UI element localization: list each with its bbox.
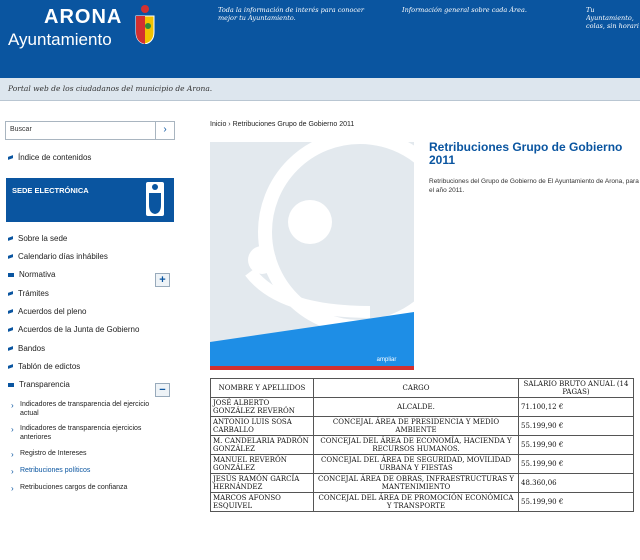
sidebar-item-tramites[interactable] (8, 289, 49, 298)
cell-nombre: M. CANDELARIA PADRÓN GONZÁLEZ (211, 436, 314, 455)
sub-item-registro-intereses[interactable] (11, 449, 87, 459)
promo-ayuntamiento[interactable]: Toda la información de interés para conocer mejor tu Ayuntamiento. (218, 6, 364, 22)
article-image (210, 142, 414, 370)
bullet-icon (8, 346, 13, 351)
chevron-right-icon: › (11, 401, 14, 410)
chevron-right-icon: › (11, 467, 14, 476)
sidebar-item-bandos[interactable] (8, 344, 45, 353)
table-row (211, 398, 634, 417)
chevron-right-icon: › (11, 484, 14, 493)
search-go-button[interactable]: › (155, 122, 174, 139)
cell-nombre: MARCOS AFONSO ESQUIVEL (211, 493, 314, 512)
sidebar-item-calendario[interactable] (8, 252, 108, 261)
cell-nombre: MANUEL REVERÓN GONZÁLEZ (211, 455, 314, 474)
cell-cargo: CONCEJAL ÁREA DE PRESIDENCIA Y MEDIO AMBIENTE (314, 417, 519, 436)
header-cargo: CARGO (314, 379, 519, 398)
cell-cargo: CONCEJAL DEL ÁREA DE ECONOMÍA, HACIENDA Y RECURSOS HUMANOS. (314, 436, 519, 455)
sidebar-item-label: Trámites (18, 289, 49, 298)
sede-shield-icon (146, 182, 164, 216)
cell-cargo: CONCEJAL DEL ÁREA DE SEGURIDAD, MOVILIDAD URBANA Y FIESTAS (314, 455, 519, 474)
table-row (211, 455, 634, 474)
search-label: Buscar (10, 126, 32, 133)
chevron-right-icon: › (11, 450, 14, 459)
sub-item-label: Retribuciones políticos (20, 467, 91, 474)
sidebar-item-label: Calendario días inhábiles (18, 252, 108, 261)
cell-nombre: JOSÉ ALBERTO GONZÁLEZ REVERÓN (211, 398, 314, 417)
site-tagline: Portal web de los ciudadanos del municipio de Arona. (8, 84, 213, 93)
bullet-icon (8, 236, 13, 241)
bullet-icon (8, 364, 13, 369)
tagline-bar (0, 78, 640, 101)
cell-cargo: ALCALDE. (314, 398, 519, 417)
sidebar-item-acuerdos-pleno[interactable] (8, 307, 87, 316)
search-input[interactable] (5, 121, 175, 140)
bullet-icon (8, 383, 14, 387)
bullet-icon (8, 291, 13, 296)
sub-item-label: Indicadores de transparencia del ejercicio actual (20, 401, 150, 417)
sede-label: SEDE ELECTRÓNICA (12, 186, 89, 195)
page-description: Retribuciones del Grupo de Gobierno de El Ayuntamiento de Arona, para el año 2011. (429, 178, 639, 194)
sidebar-item-label: Sobre la sede (18, 234, 68, 243)
page-title: Retribuciones Grupo de Gobierno 2011 (429, 140, 623, 167)
breadcrumb (210, 121, 354, 128)
cell-nombre: ANTONIO LUIS SOSA CARBALLO (211, 417, 314, 436)
ampliar-label: ampliar (376, 357, 397, 363)
header-salario: SALARIO BRUTO ANUAL (14 PAGAS) (519, 379, 634, 398)
cell-cargo: CONCEJAL DEL ÁREA DE PROMOCIÓN ECONÓMICA Y TRANSPORTE (314, 493, 519, 512)
header-nombre: NOMBRE Y APELLIDOS (211, 379, 314, 398)
image-placeholder-graphic (210, 142, 414, 370)
sub-item-label: Retribuciones cargos de confianza (20, 484, 128, 491)
breadcrumb-current: Retribuciones Grupo de Gobierno 2011 (232, 121, 355, 128)
cell-salario: 71.100,12 € (519, 398, 634, 417)
cell-salario: 55.199,90 € (519, 455, 634, 474)
sidebar-item-label: Tablón de edictos (18, 362, 81, 371)
cell-salario: 55.199,90 € (519, 417, 634, 436)
breadcrumb-separator: › (228, 121, 231, 128)
sub-item-retribuciones-politicos[interactable] (11, 466, 91, 476)
sub-item-indicadores-anteriores[interactable] (11, 424, 155, 442)
sidebar-item-sobre-la-sede[interactable] (8, 234, 67, 243)
sidebar-item-transparencia[interactable] (8, 380, 70, 389)
index-link-label: Índice de contenidos (18, 153, 92, 162)
breadcrumb-home[interactable]: Inicio (210, 121, 227, 128)
collapse-transparencia-button[interactable]: − (155, 383, 170, 397)
promo-tramites[interactable]: Tu Ayuntamiento, colas, sin horari (586, 6, 639, 30)
index-link[interactable] (8, 153, 91, 162)
cell-nombre: JESÚS RAMÓN GARCÍA HERNÁNDEZ (211, 474, 314, 493)
chevron-right-icon: › (11, 425, 14, 434)
sidebar-item-normativa[interactable] (8, 270, 55, 279)
table-row (211, 493, 634, 512)
sidebar-item-acuerdos-junta[interactable] (8, 325, 139, 334)
sub-item-retribuciones-confianza[interactable] (11, 483, 128, 493)
bullet-icon (8, 254, 13, 259)
sub-item-indicadores-actual[interactable] (11, 400, 155, 418)
logo-arona-text: ARONA (44, 6, 123, 28)
promo-areas[interactable]: Información general sobre cada Área. (402, 6, 527, 14)
table-row (211, 474, 634, 493)
coat-of-arms-icon (134, 4, 156, 44)
table-header-row (211, 379, 634, 398)
table-row (211, 417, 634, 436)
cell-cargo: CONCEJAL ÁREA DE OBRAS, INFRAESTRUCTURAS Y MANTENIMIENTO (314, 474, 519, 493)
sidebar-item-label: Bandos (18, 344, 46, 353)
cell-salario: 55.199,90 € (519, 493, 634, 512)
sub-item-label: Registro de Intereses (20, 450, 87, 457)
sidebar-item-tablon-edictos[interactable] (8, 362, 80, 371)
sidebar-item-label: Acuerdos de la Junta de Gobierno (18, 325, 140, 334)
expand-normativa-button[interactable]: + (155, 273, 170, 287)
sede-electronica-banner[interactable] (6, 178, 174, 222)
ampliar-button[interactable] (370, 346, 403, 366)
sidebar (0, 100, 200, 560)
bullet-icon (8, 155, 13, 160)
sidebar-item-label: Acuerdos del pleno (18, 307, 87, 316)
image-bottom-bar (210, 366, 414, 370)
table-row (211, 436, 634, 455)
cell-salario: 55.199,90 € (519, 436, 634, 455)
bullet-icon (8, 309, 13, 314)
bullet-icon (8, 327, 13, 332)
bullet-icon (8, 273, 14, 277)
logo-ayuntamiento-text: Ayuntamiento (8, 30, 112, 49)
cell-salario: 48.360,06 (519, 474, 634, 493)
sidebar-item-label: Transparencia (19, 380, 70, 389)
site-header (0, 0, 640, 78)
sidebar-item-label: Normativa (19, 270, 56, 279)
sub-item-label: Indicadores de transparencia ejercicios anteriores (20, 425, 142, 441)
salaries-table (210, 378, 634, 512)
